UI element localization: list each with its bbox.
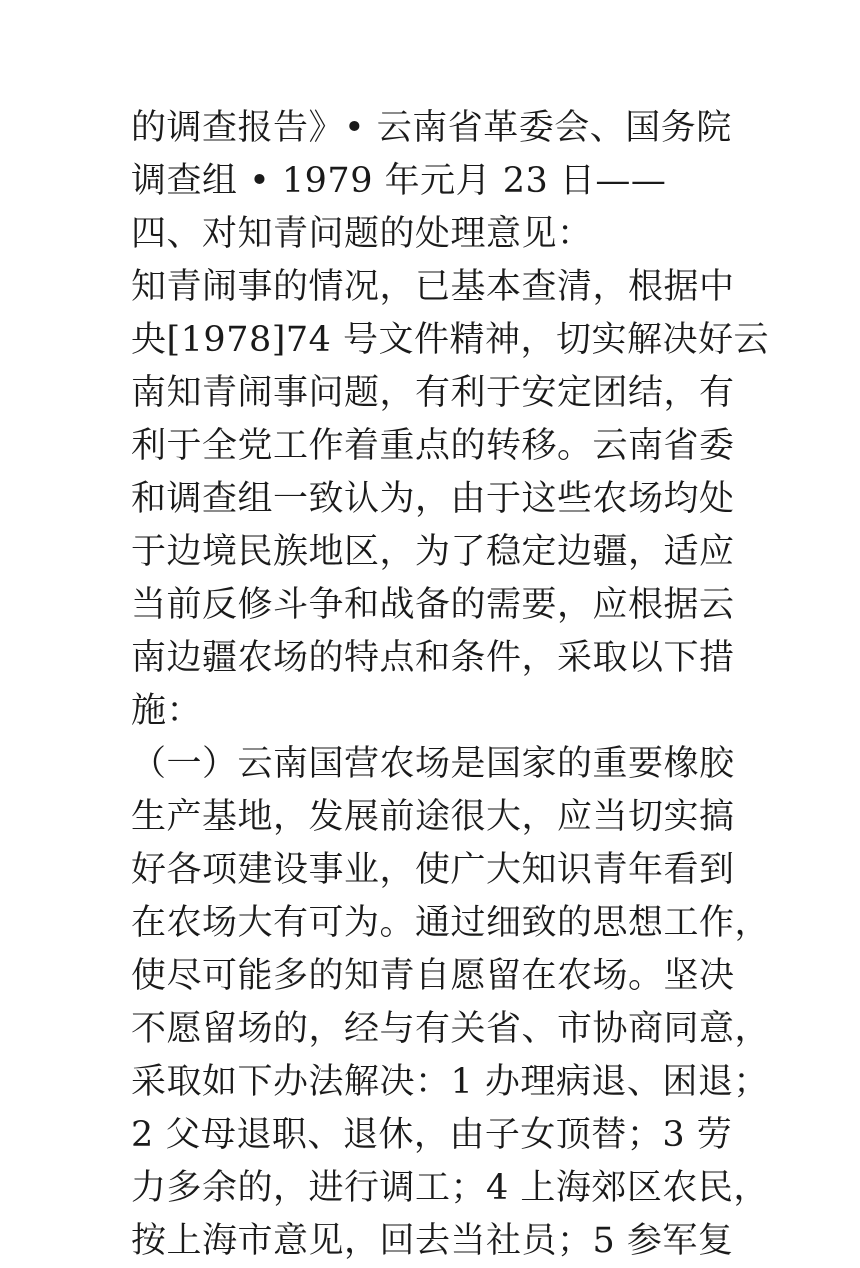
text-line-7: 利于全党工作着重点的转移。云南省委 [131, 426, 735, 466]
text-line-21: 力多余的，进行调工；4 上海郊区农民， [131, 1168, 769, 1208]
text-line-18: 不愿留场的，经与有关省、市协商同意， [131, 1009, 771, 1049]
text-line-1: 的调查报告》• 云南省革委会、国务院 [131, 108, 732, 148]
text-line-9: 于边境民族地区，为了稳定边疆，适应 [131, 532, 735, 572]
text-line-13: （一）云南国营农场是国家的重要橡胶 [131, 744, 735, 784]
text-line-11: 南边疆农场的特点和条件，采取以下措 [131, 638, 735, 678]
text-line-14: 生产基地，发展前途很大，应当切实搞 [131, 797, 735, 837]
document-body-text [131, 102, 771, 1268]
text-line-19: 采取如下办法解决：1 办理病退、困退； [131, 1062, 769, 1102]
text-line-2: 调查组 • 1979 年元月 23 日—— [131, 161, 667, 201]
text-line-6: 南知青闹事问题，有利于安定团结，有 [131, 373, 735, 413]
text-line-20: 2 父母退职、退休，由子女顶替；3 劳 [131, 1115, 733, 1155]
text-line-12: 施： [131, 691, 203, 731]
text-line-10: 当前反修斗争和战备的需要，应根据云 [131, 585, 735, 625]
text-line-22: 按上海市意见，回去当社员；5 参军复 [131, 1221, 734, 1261]
text-line-17: 使尽可能多的知青自愿留在农场。坚决 [131, 956, 735, 996]
text-line-3: 四、对知青问题的处理意见： [131, 214, 593, 254]
text-line-15: 好各项建设事业，使广大知识青年看到 [131, 850, 735, 890]
text-line-16: 在农场大有可为。通过细致的思想工作， [131, 903, 771, 943]
text-line-8: 和调查组一致认为，由于这些农场均处 [131, 479, 735, 519]
text-line-5: 央[1978]74 号文件精神，切实解决好云 [131, 320, 770, 360]
text-line-4: 知青闹事的情况，已基本查清，根据中 [131, 267, 735, 307]
